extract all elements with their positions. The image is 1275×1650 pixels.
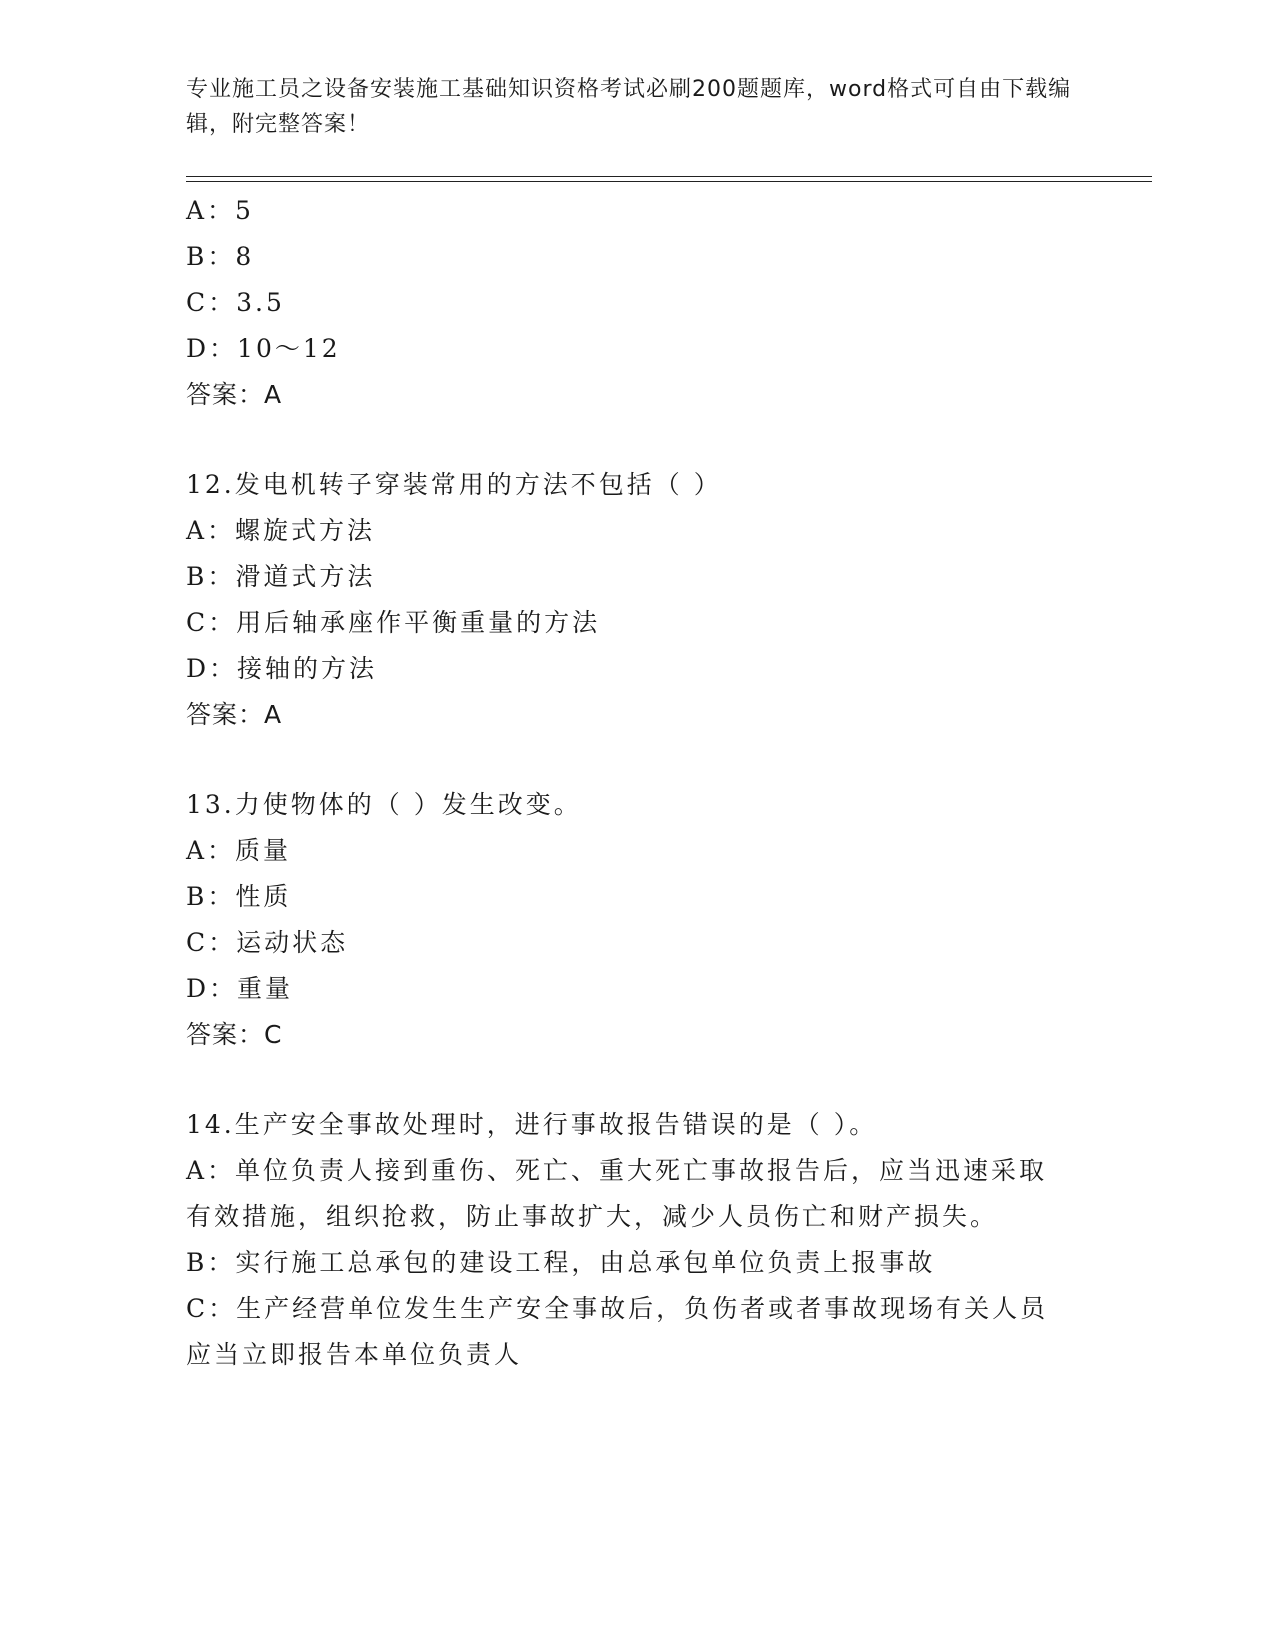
spacer [186,418,1086,462]
option-c: C：3.5 [186,288,285,317]
option-a: A：螺旋式方法 [186,516,376,545]
question-14 [186,1102,1086,1378]
option-b: B：性质 [186,882,292,911]
option-a: A：质量 [186,836,292,865]
option-d: D：重量 [186,974,294,1003]
option-b: B：滑道式方法 [186,562,376,591]
option-a-line-2: 有效措施，组织抢救，防止事故扩大，减少人员伤亡和财产损失。 [186,1202,999,1231]
document-header: 专业施工员之设备安装施工基础知识资格考试必刷200题题库，word格式可自由下载编辑，附完整答案！ [186,77,1072,137]
answer: 答案：A [186,700,283,729]
spacer [186,1058,1086,1102]
option-d: D：接轴的方法 [186,654,378,683]
header-divider-bottom [186,181,1152,182]
header-divider-top [186,176,1152,177]
option-c: C：运动状态 [186,928,349,957]
option-a: A：5 [186,196,254,225]
question-text: 12.发电机转子穿装常用的方法不包括（ ） [186,470,722,499]
option-a-line-1: A：单位负责人接到重伤、死亡、重大死亡事故报告后，应当迅速采取 [186,1156,1048,1185]
option-d: D：10～12 [186,334,341,363]
option-c-line-1: C：生产经营单位发生生产安全事故后，负伤者或者事故现场有关人员 [186,1294,1049,1323]
question-11 [186,188,1086,418]
option-b: B：8 [186,242,255,271]
question-text: 13.力使物体的（ ）发生改变。 [186,790,582,819]
answer: 答案：A [186,380,283,409]
question-list [186,188,1086,1378]
spacer [186,738,1086,782]
option-c: C：用后轴承座作平衡重量的方法 [186,608,601,637]
option-c-line-2: 应当立即报告本单位负责人 [186,1340,523,1369]
question-13 [186,782,1086,1058]
option-b: B：实行施工总承包的建设工程，由总承包单位负责上报事故 [186,1248,936,1277]
question-12 [186,462,1086,738]
question-text: 14.生产安全事故处理时，进行事故报告错误的是（ ）。 [186,1110,878,1139]
answer: 答案：C [186,1020,283,1049]
